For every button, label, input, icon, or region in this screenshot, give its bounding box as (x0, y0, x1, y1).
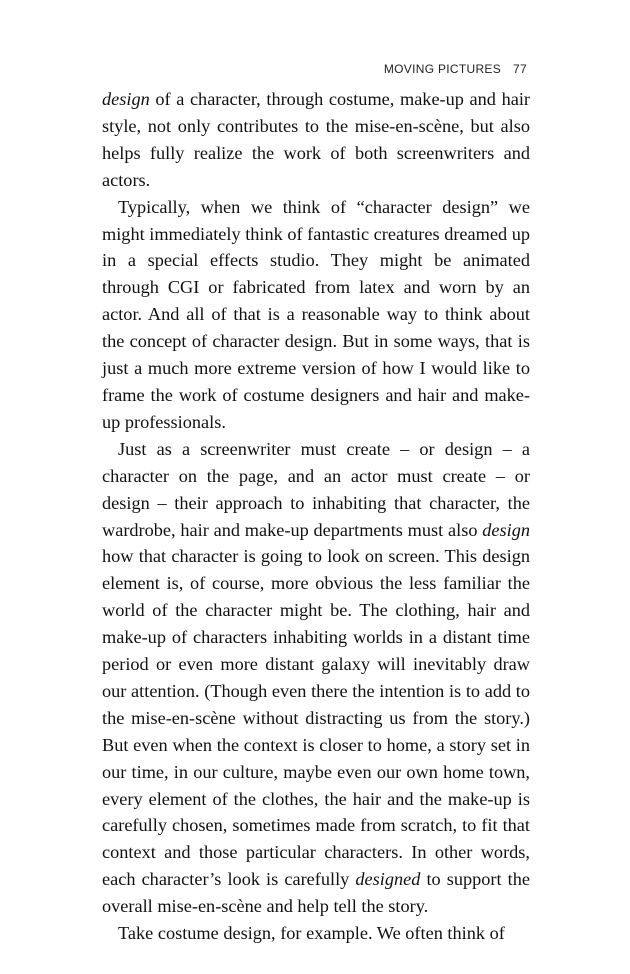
text-run: Just as a screenwriter must create – or design – a character on the page, and an actor must create – or design – their approach to inhabiting that character, the wardrobe, hair and make-up departments must also (102, 438, 530, 540)
italic-term: design (482, 519, 530, 540)
paragraph-2 (102, 194, 530, 436)
body-text (102, 86, 530, 947)
paragraph-3 (102, 436, 530, 920)
text-run: Take costume design, for example. We often think of (118, 923, 505, 944)
running-head-title: MOVING PICTURES (383, 62, 502, 76)
running-head (384, 62, 527, 76)
paragraph-4 (102, 920, 530, 947)
paragraph-1 (102, 86, 530, 194)
italic-term: design (102, 89, 150, 109)
text-run: to support the overall mise-en-scène and help tell the story. (102, 869, 530, 917)
text-run: how that character is going to look on screen. This design element is, of course, more obvious the less familiar the world of the character might be. The clothing, hair and make-up of characters inhabiting worlds in a distant time period or even more distant galaxy will inevitably draw our attention. (Though even there the intention is to add to the mise-en-scène without distracting us from the story.) But even when the context is closer to home, a story set in our time, in our culture, maybe even our own home town, every element of the clothes, the hair and the make-up is carefully chosen, sometimes made from scratch, to fit that context and those particular characters. In other words, each character’s look is carefully (102, 546, 530, 890)
text-run: of a character, through costume, make-up and hair style, not only contributes to the mise-en-scène, but also helps fully realize the work of both screenwriters and actors. (102, 89, 530, 190)
text-run: Typically, when we think of “character design” we might immediately think of fantastic creatures dreamed up in a special effects studio. They might be animated through CGI or fabricated from latex and worn by an actor. And all of that is a reasonable way to think about the concept of character design. But in some ways, that is just a much more extreme version of how I would like to frame the work of costume designers and hair and make-up professionals. (102, 196, 530, 432)
italic-term: designed (355, 869, 421, 890)
page-number: 77 (513, 62, 527, 76)
